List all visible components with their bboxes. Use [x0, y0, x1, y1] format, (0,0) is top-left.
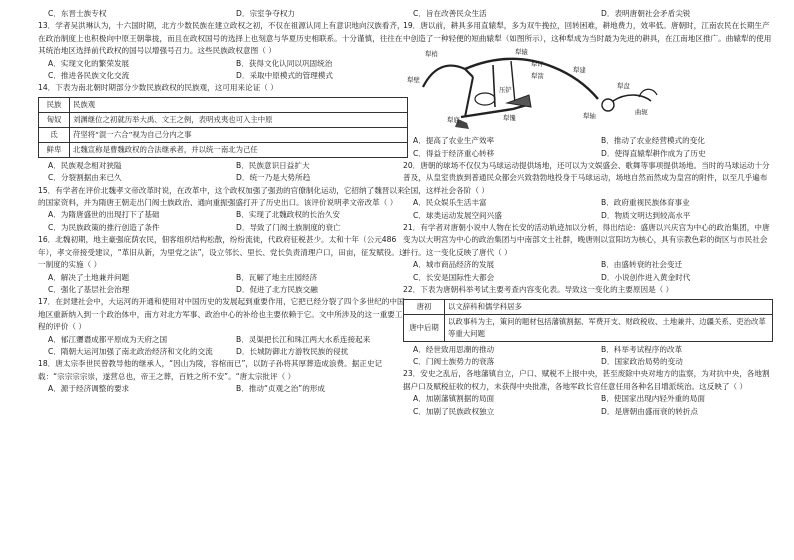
q15-option-a[interactable]: A．为隋唐盛世的出现打下了基础 — [48, 210, 160, 220]
q19-option-a[interactable]: A．提高了农业生产效率 — [413, 136, 495, 146]
q14-option-a[interactable]: A．民族观念相对狭隘 — [48, 160, 122, 170]
q13-options — [38, 58, 408, 83]
plough-diagram — [403, 47, 773, 133]
table-row — [39, 127, 408, 142]
left-column — [38, 8, 408, 396]
table-cell: 以政事科为主，策问的题材包括藩镇割据、军费开支、财政税收、土地兼并、边疆关系、吏治改革等重大问题 — [445, 314, 773, 341]
q22-stem: 22．下表为唐朝科举考试主要考查内容变化表。导致这一变化的主要原因是（ ） — [403, 285, 674, 295]
q14-options — [38, 160, 408, 185]
right-column — [403, 8, 773, 418]
q21-options — [403, 259, 773, 284]
q13-stem: 13．学者吴洪琳认为，十六国时期，北方少数民族在建立政权之初，不仅在祖源认同上有意识地向汉族看齐，在政治制度上也积极向中原王朝靠拢，而且在政权国号的选择上也刻意与华夏历史相联系。十分谨慎，往往在其统治地区选择前代政权的国号以增强号召力。这些民族政权意图（ ） — [38, 21, 405, 56]
q12-options — [38, 8, 408, 20]
diagram-label: 犁轴 — [583, 112, 596, 121]
q15-option-b[interactable]: B．实现了北魏政权的长治久安 — [236, 210, 340, 220]
q19-option-b[interactable]: B．推动了农业经营模式的变化 — [601, 136, 705, 146]
table-cell: 刘渊继位之初就历举大禹、文王之例，表明戎夷也可入主中原 — [70, 112, 408, 127]
q18-options-ab — [38, 383, 408, 395]
q23-option-d[interactable]: D．是唐朝由盛而衰的转折点 — [601, 406, 698, 416]
q22-option-a[interactable]: A．经世致用思潮的推动 — [413, 344, 495, 354]
q15-option-d[interactable]: D．导致了门阀士族制度的衰亡 — [236, 222, 341, 232]
diagram-label: 犁梢 — [425, 50, 438, 59]
table-cell: 匈奴 — [39, 112, 70, 127]
q16-option-c[interactable]: C．强化了基层社会治理 — [48, 284, 130, 294]
q21-option-b[interactable]: B．由盛转衰的社会变迁 — [601, 260, 683, 270]
q22-table — [403, 299, 773, 342]
q14-option-b[interactable]: B．民族意识日益扩大 — [236, 160, 310, 170]
q22-option-c[interactable]: C．门阀士族势力的衰落 — [413, 356, 495, 366]
q19-stem: 19．唐以前，耕具多用直辕犁，多为双牛挽拉，回转困难，耕地费力，效率低。唐朝时，江南农民在长期生产中创造了一种轻便的短曲辕犁（如图所示），这种犁成为当时最为先进的耕具，在江南地区推广。曲辕犁的使用 — [403, 21, 772, 43]
diagram-label: 犁箭 — [531, 72, 544, 81]
q20-option-d[interactable]: D．物质文明达到较高水平 — [601, 210, 691, 220]
table-cell: 唐初 — [404, 299, 445, 314]
q21-option-c[interactable]: C．长安是国际性大都会 — [413, 272, 495, 282]
q12-option-c[interactable]: C．东晋士族专权 — [48, 9, 107, 18]
table-cell: 唐中后期 — [404, 314, 445, 341]
q15-option-c[interactable]: C．为民族政策的推行创造了条件 — [48, 222, 160, 232]
q23-options — [403, 393, 773, 418]
q14-table — [38, 97, 408, 158]
diagram-label: 犁辕 — [515, 48, 528, 57]
q23-option-c[interactable]: C．加剧了民族政权独立 — [413, 406, 495, 416]
q23-stem: 23．安史之乱后，各地藩镇自立，户口、赋税不上报中央，甚至废除中央对地方的监察，为对抗中央，各地割据户口及赋税征收的权力，未获得中央批准，各地军政长官任意任用各种名目增派统治。这反映了（ ） — [403, 369, 770, 391]
q16-option-b[interactable]: B．瓦解了地主庄园经济 — [236, 272, 318, 282]
q18-option-b[interactable]: B．推动“贞观之治”的形成 — [236, 384, 326, 394]
q14-option-d[interactable]: D．统一乃是大势所趋 — [236, 173, 311, 183]
q17-option-c[interactable]: C．隋朝大运河加强了南北政治经济和文化的交流 — [48, 346, 213, 356]
q19-options — [403, 135, 773, 160]
q18-option-d[interactable]: D．表明唐朝社会矛盾尖锐 — [601, 9, 691, 18]
diagram-label: 犁评 — [531, 60, 544, 69]
q22-option-d[interactable]: D．国家政治局势的变动 — [601, 356, 683, 366]
table-cell: 北魏宣称是曹魏政权的合法继承者，并以统一南北为己任 — [70, 142, 408, 157]
q13-option-b[interactable]: B．获得文化认同以巩固统治 — [236, 58, 333, 68]
q20-option-b[interactable]: B．政府重视民族体育事业 — [601, 198, 690, 208]
q19-option-c[interactable]: C．得益于经济重心转移 — [413, 148, 495, 158]
q14-option-c[interactable]: C．分裂割据由来已久 — [48, 173, 122, 183]
q20-options — [403, 197, 773, 222]
q13-option-d[interactable]: D．采取中原模式的管理模式 — [236, 71, 333, 81]
diagram-label: 压铲 — [499, 86, 512, 95]
q17-options — [38, 334, 408, 359]
q17-option-a[interactable]: A．郁江瓕谮成都平原成为天府之国 — [48, 334, 168, 344]
table-cell: 鲜卑 — [39, 142, 70, 157]
q17-option-d[interactable]: D．长城防御北方游牧民族的侵扰 — [236, 346, 349, 356]
q18-option-a[interactable]: A．源于经济调整的要求 — [48, 384, 130, 394]
diagram-label: 犁底 — [447, 116, 460, 125]
q20-option-c[interactable]: C．球类运动发展空间兴盛 — [413, 210, 502, 220]
q18-options-cd — [403, 8, 773, 20]
q17-stem: 17．在封建社会中，大运河的开通和使用对中国历史的发展起到重要作用，它把已经分裂了四个多世纪的中国地区重新纳入到一个政治体中，南方对北方军事、政治中心的补给也主要依赖于它。文中所涉及的这一重要工程的评价（ ） — [38, 297, 405, 332]
q17-option-b[interactable]: B．灵渠把长江和珠江两大水系连接起来 — [236, 334, 371, 344]
q21-stem: 21．有学者对唐朝小说中人物在长安的活动轨迹加以分析，得出结论：盛唐以兴庆宫为中心的政治集团，中唐变为以大明宫为中心的政治集团与中南部文士社群，晚唐则以宣阳坊为核心，具有宗教色彩的街区与市民社会并行。这一变化反映了唐代（ ） — [403, 223, 770, 257]
q18-stem: 18．唐太宗李世民曾教导他的继承人，“因山为陵，容棺而已”，以防子孙将其厚葬造成浪费。据正史记载：“宗宗宗宗崇，遂营总也，帝王之葬，百姓之所不安”。“唐太宗批评（ ） — [38, 359, 383, 381]
q12-option-d[interactable]: D．宗室争夺权力 — [236, 9, 296, 18]
q16-option-a[interactable]: A．解决了土地兼并问题 — [48, 272, 130, 282]
diagram-label: 犁镵 — [503, 114, 516, 123]
table-row — [39, 112, 408, 127]
table-header-cell: 民族观 — [70, 97, 408, 112]
q21-option-a[interactable]: A．城市商品经济的发展 — [413, 260, 495, 270]
q13-option-a[interactable]: A．实现文化的繁荣发展 — [48, 58, 130, 68]
q23-option-b[interactable]: B．使国家出现内轻外重的局面 — [601, 394, 705, 404]
table-row — [39, 97, 408, 112]
q23-option-a[interactable]: A．加剧藩镇割据的局面 — [413, 394, 495, 404]
table-header-cell: 民族 — [39, 97, 70, 112]
q20-stem: 20．唐朝的球场不仅仅为马球运动提供场地，还可以为文娱盛会、歌舞等事项提供场地。当时的马球运动十分普及，从皇室贵族到普通民众都会兴致勃勃地投身于马球运动，场地自然而然成为皇宫的附件，以至几乎遍布全国，这样社会各阶（ ） — [403, 161, 770, 195]
q15-stem: 15．有学者在评价北魏孝文帝改革时说，在改革中，这个政权加强了强劲的官僚制化运动，它招纳了魏晋以来的国家资料，并为隋唐王朝走出门阀士族政治、通向重振强盛打开了历史出口。该评价说明孝文帝改革（ ） — [38, 185, 405, 208]
q15-options — [38, 209, 408, 234]
q16-stem: 16．北魏初期，地主豪强庇荫农民，佃客组织结构松散，纷纷流徙，代政府征税甚少。太和十年（公元486年），孝文帝接受建议，“革旧从新，为里党之法”，设立邻长、里长、党长负责清理户口，田亩，征发赋役。这一制度的实施（ ） — [38, 235, 407, 270]
q16-options — [38, 272, 408, 297]
table-row — [404, 299, 773, 314]
q22-options — [403, 344, 773, 369]
q20-option-a[interactable]: A．民众娱乐生活丰富 — [413, 198, 487, 208]
q21-option-d[interactable]: D．小说创作进入黄金时代 — [601, 272, 691, 282]
q14-stem: 14．下表为南北朝时期部分少数民族政权的民族观，这可用来论证（ ） — [38, 83, 278, 93]
table-row — [39, 142, 408, 157]
diagram-label: 犁建 — [573, 66, 586, 75]
table-cell: 以文辞科和儒学科居多 — [445, 299, 773, 314]
table-cell: 氐 — [39, 127, 70, 142]
q19-option-d[interactable]: D．使得直辕犁耕作成为了历史 — [601, 148, 706, 158]
diagram-label: 曲轭 — [635, 108, 648, 117]
q13-option-c[interactable]: C．推进各民族文化交流 — [48, 71, 130, 81]
diagram-label: 犁壁 — [407, 76, 420, 85]
diagram-label: 犁盘 — [617, 82, 630, 91]
q18-option-c[interactable]: C．旨在改善民众生活 — [413, 9, 487, 18]
q22-option-b[interactable]: B．科举考试程序的改革 — [601, 344, 683, 354]
table-cell: 苻坚将“混一六合”视为自己分内之事 — [70, 127, 408, 142]
table-row — [404, 314, 773, 341]
q16-option-d[interactable]: D．促进了北方民族交融 — [236, 284, 318, 294]
